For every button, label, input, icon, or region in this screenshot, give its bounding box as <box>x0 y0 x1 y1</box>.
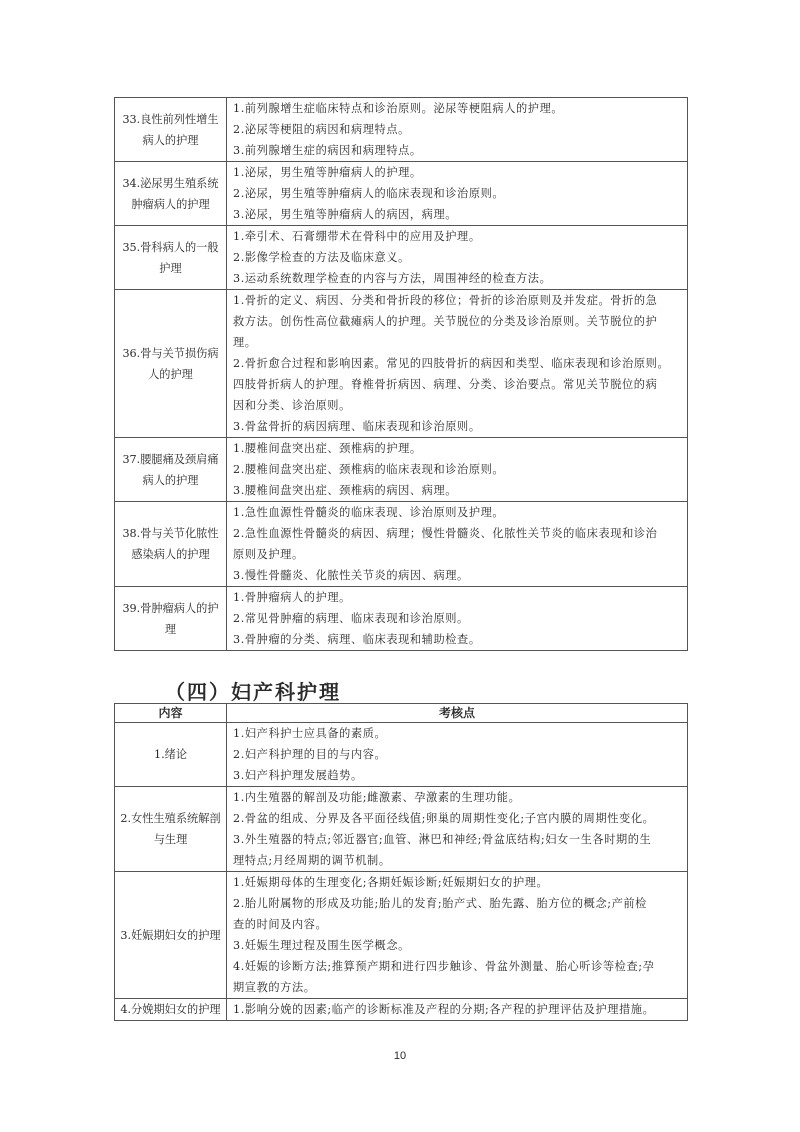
topic-text: 38.骨与关节化脓性 <box>122 527 219 540</box>
section-heading: （四）妇产科护理 <box>165 680 341 704</box>
assessment-points-cell <box>227 999 688 1021</box>
assessment-point-line: 3.慢性骨髓炎、化脓性关节炎的病因、病理。 <box>233 569 469 582</box>
topic-text: 护理 <box>159 261 182 275</box>
topic-cell <box>115 723 227 787</box>
table-row <box>115 872 688 999</box>
assessment-point-line: 四肢骨折病人的护理。脊椎骨折病因、病理、分类、诊治要点。常见关节脱位的病 <box>233 378 658 391</box>
topic-cell <box>115 98 227 162</box>
topic-text: 34.泌尿男生殖系统 <box>122 176 219 190</box>
table-row <box>115 587 688 651</box>
topic-text: 36.骨与关节损伤病 <box>122 346 219 360</box>
assessment-point-line: 1.内生殖器的解剖及功能;雌激素、孕激素的生理功能。 <box>233 791 521 804</box>
assessment-points-cell <box>227 723 688 787</box>
header-content: 内容 <box>115 704 227 723</box>
topic-cell <box>115 226 227 290</box>
assessment-point-line: 2.泌尿，男生殖等肿瘤病人的临床表现和诊治原则。 <box>233 187 505 200</box>
header-assessment-points: 考核点 <box>227 704 688 723</box>
assessment-point-line: 1.泌尿，男生殖等肿瘤病人的护理。 <box>233 166 422 179</box>
topic-text: 病人的护理 <box>142 133 199 147</box>
topic-text: 肿瘤病人的护理 <box>131 197 210 211</box>
topic-text: 39.骨肿瘤病人的护 <box>122 601 219 615</box>
assessment-point-line: 1.骨肿瘤病人的护理。 <box>233 591 351 604</box>
assessment-point-line: 1.急性血源性骨髓炎的临床表现、诊治原则及护理。 <box>233 506 505 519</box>
table-row <box>115 999 688 1021</box>
topic-text: 病人的护理 <box>142 473 199 487</box>
assessment-point-line: 3.腰椎间盘突出症、颈椎病的病因、病理。 <box>233 484 458 497</box>
assessment-point-line: 3.妇产科护理发展趋势。 <box>233 769 363 782</box>
assessment-point-line: 2.常见骨肿瘤的病理、临床表现和诊治原则。 <box>233 612 469 625</box>
assessment-point-line: 2.骨折愈合过程和影响因素。常见的四肢骨折的病因和类型、临床表现和诊治原则。 <box>233 357 670 370</box>
assessment-point-line: 2.腰椎间盘突出症、颈椎病的临床表现和诊治原则。 <box>233 463 505 476</box>
assessment-points-cell <box>227 98 688 162</box>
assessment-point-line: 1.妊娠期母体的生理变化;各期妊娠诊断;妊娠期妇女的护理。 <box>233 876 549 889</box>
topic-text: 4.分娩期妇女的护理 <box>120 1003 221 1016</box>
assessment-points-cell <box>227 587 688 651</box>
assessment-point-line: 3.运动系统数理学检查的内容与方法，周围神经的检查方法。 <box>233 272 552 285</box>
assessment-point-line: 2.骨盆的组成、分界及各平面径线值;卵巢的周期性变化;子宫内膜的周期性变化。 <box>233 812 655 825</box>
topic-text: 感染病人的护理 <box>131 548 210 561</box>
assessment-point-line: 2.急性血源性骨髓炎的病因、病理；慢性骨髓炎、化脓性关节炎的临床表现和诊治 <box>233 527 658 540</box>
assessment-point-line: 3.外生殖器的特点;邻近器官;血管、淋巴和神经;骨盆底结构;妇女一生各时期的生 <box>233 833 652 846</box>
topic-cell <box>115 502 227 587</box>
table-row <box>115 290 688 438</box>
assessment-point-line: 1.影响分娩的因素;临产的诊断标准及产程的分期;各产程的护理评估及护理措施。 <box>233 1003 655 1016</box>
assessment-point-line: 1.前列腺增生症临床特点和诊治原则。泌尿等梗阻病人的护理。 <box>233 102 564 115</box>
table-header-row <box>115 704 688 723</box>
obstetrics-nursing-table <box>114 703 688 1021</box>
topic-text: 2.女性生殖系统解剖 <box>120 812 221 825</box>
table-row <box>115 162 688 226</box>
assessment-point-line: 查的时间及内容。 <box>233 918 328 931</box>
topic-cell <box>115 999 227 1021</box>
topic-text: 33.良性前列性增生 <box>122 112 219 126</box>
topic-cell <box>115 587 227 651</box>
assessment-point-line: 因和分类、诊治原则。 <box>233 399 351 412</box>
assessment-point-line: 期宣教的方法。 <box>233 981 316 994</box>
assessment-points-cell <box>227 290 688 438</box>
page-number: 10 <box>393 1050 407 1062</box>
assessment-points-cell <box>227 787 688 872</box>
topic-text: 理 <box>164 622 177 636</box>
table-row <box>115 787 688 872</box>
table-row <box>115 98 688 162</box>
assessment-point-line: 原则及护理。 <box>233 548 304 561</box>
topic-cell <box>115 872 227 999</box>
assessment-point-line: 1.骨折的定义、病因、分类和骨折段的移位；骨折的诊治原则及并发症。骨折的急 <box>233 294 658 307</box>
assessment-point-line: 1.腰椎间盘突出症、颈椎病的护理。 <box>233 442 422 455</box>
assessment-point-line: 3.妊娠生理过程及围生医学概念。 <box>233 939 410 952</box>
assessment-points-cell <box>227 872 688 999</box>
topic-text: 人的护理 <box>148 367 193 381</box>
assessment-point-line: 1.妇产科护士应具备的素质。 <box>233 727 387 740</box>
assessment-points-cell <box>227 438 688 502</box>
assessment-point-line: 理。 <box>233 336 257 349</box>
topic-cell <box>115 290 227 438</box>
topic-text: 3.妊娠期妇女的护理 <box>120 928 221 942</box>
assessment-point-line: 4.妊娠的诊断方法;推算预产期和进行四步触诊、骨盆外测量、胎心听诊等检查;孕 <box>233 960 655 973</box>
table-row <box>115 438 688 502</box>
topic-text: 与生理 <box>153 833 188 846</box>
assessment-point-line: 3.前列腺增生症的病因和病理特点。 <box>233 144 422 157</box>
assessment-points-cell <box>227 162 688 226</box>
assessment-point-line: 3.泌尿，男生殖等肿瘤病人的病因，病理。 <box>233 208 458 221</box>
assessment-points-cell <box>227 226 688 290</box>
assessment-point-line: 1.牵引术、石膏绷带术在骨科中的应用及护理。 <box>233 230 481 243</box>
table-row <box>115 723 688 787</box>
assessment-point-line: 2.妇产科护理的目的与内容。 <box>233 748 387 761</box>
assessment-point-line: 3.骨盆骨折的病因病理、临床表现和诊治原则。 <box>233 420 481 433</box>
topic-text: 1.绪论 <box>153 748 188 761</box>
table-row <box>115 502 688 587</box>
assessment-point-line: 理特点;月经周期的调节机制。 <box>233 854 391 867</box>
topic-cell <box>115 162 227 226</box>
assessment-point-line: 2.胎儿附属物的形成及功能;胎儿的发育;胎产式、胎先露、胎方位的概念;产前检 <box>233 897 647 910</box>
assessment-points-cell <box>227 502 688 587</box>
orthopedic-nursing-table <box>114 97 688 651</box>
topic-text: 35.骨科病人的一般 <box>122 240 219 254</box>
table-row <box>115 226 688 290</box>
topic-cell <box>115 438 227 502</box>
assessment-point-line: 救方法。创伤性高位截瘫病人的护理。关节脱位的分类及诊治原则。关节脱位的护 <box>233 315 658 328</box>
topic-text: 37.腰腿痛及颈肩痛 <box>122 452 219 466</box>
assessment-point-line: 2.影像学检查的方法及临床意义。 <box>233 251 410 264</box>
assessment-point-line: 3.骨肿瘤的分类、病理、临床表现和辅助检查。 <box>233 633 481 646</box>
topic-cell <box>115 787 227 872</box>
assessment-point-line: 2.泌尿等梗阻的病因和病理特点。 <box>233 123 410 136</box>
